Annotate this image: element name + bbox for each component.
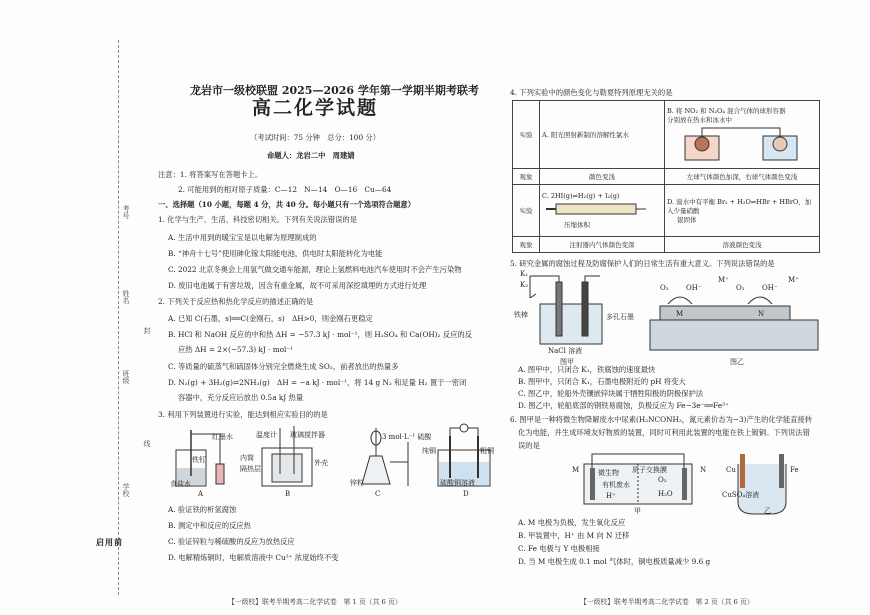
q3-label-sulfuric: 3 mol·L⁻¹ 硫酸 (382, 433, 432, 441)
q6-stem-2: 化为电能，并生成环境友好物质的装置，同时可利用此装置的电能在铁上镀铜。下列说法错 (518, 428, 810, 437)
margin-feng: 封 (143, 327, 151, 334)
q6-option-c: C. Fe 电极与 Y 电极相接 (518, 544, 600, 553)
q4-option-c: C. 2HI(g)⇌H₂(g) + I₂(g) (542, 192, 620, 200)
q5-label-m: M (676, 310, 684, 318)
q4-cell-d (665, 185, 820, 237)
q5-label-nacl: NaCl 溶液 (548, 347, 583, 355)
q3-option-c: C. 验证锌粒与稀硫酸的反应为放热反应 (168, 537, 295, 546)
q3-caption-d: D (463, 490, 469, 498)
q5-figure-jia (530, 276, 602, 344)
q2-option-b: B. HCl 和 NaOH 反应的中和热 ΔH = −57.3 kJ · mol⁻¹，则 H₂SO₄ 和 Ca(OH)₂ 反应的反 (168, 330, 472, 339)
exam-title: 高二化学试题 (252, 97, 379, 119)
exam-info: （考试时间：75 分钟 总分：100 分） (250, 133, 381, 142)
q4-row1-label: 实验 (513, 101, 540, 169)
q5-label-tiebang: 铁棒 (514, 311, 528, 319)
q6-label-cu: Cu (726, 466, 736, 474)
q6-option-b: B. 甲装置中，H⁺ 由 M 向 N 迁移 (518, 531, 630, 540)
q3-stem: 3. 利用下列装置进行实验，能达到相应实验目的的是 (158, 410, 328, 419)
q5-caption-yi: 图乙 (730, 358, 744, 366)
q3-label-cuso4: 硫酸铜溶液 (440, 479, 475, 487)
q1-option-d: D. 废旧电池属于有害垃圾，因含有重金属，故不可采用深挖填埋的方式进行处理 (168, 281, 427, 290)
q6-label-youji: 有机废水 (602, 481, 630, 489)
q5-label-duokong: 多孔石墨 (606, 313, 634, 321)
q4-row3-label: 实验 (513, 185, 540, 237)
q6-label-weishengwu: 微生物 (598, 469, 619, 477)
q2-option-c: C. 等质量的硫蒸气和硫固体分别完全燃烧生成 SO₂，前者放出的热量多 (168, 362, 399, 371)
sealing-line (118, 40, 119, 595)
q4-option-d: D. 溴水中有平衡 Br₂ + H₂O⇌HBr + HBrO，加入少量硝酸 (667, 198, 812, 215)
q5-label-k2: K₂ (520, 281, 529, 289)
q3-label-wendu: 温度计 (256, 431, 277, 439)
q6-label-h2o: H₂O (658, 490, 673, 498)
q2-option-a: A. 已知 C(石墨，s)══C(金刚石，s) ΔH>0，则金刚石更稳定 (168, 314, 373, 323)
stamp-text: 启用前 (96, 537, 123, 547)
q3-label-hongmoshui: 红墨水 (212, 433, 233, 441)
exam-author: 命题人：龙岩二中 周建婧 (267, 151, 355, 160)
section-1-title: 一、选择题（10 小题，每题 4 分，共 40 分。每小题只有一个选项符合题意） (158, 200, 415, 209)
q3-label-cutong: 纯铜 (422, 447, 436, 455)
q5-option-d: D. 图乙中，轮船底部的钢铁易腐蚀，负极反应为 Fe−3e⁻══Fe³⁺ (518, 401, 729, 410)
q4-b-figure (667, 124, 817, 162)
q4-c-compress: 压缩体积 (564, 221, 590, 229)
q6-option-a: A. M 电极为负极，发生氧化反应 (518, 518, 626, 527)
q5-label-mplus-right: M⁺ (788, 276, 799, 284)
q3-label-neitong: 内筒 (240, 454, 254, 462)
q6-label-n: N (700, 466, 707, 474)
q3-option-d: D. 电解精炼铜时，电解质溶液中 Cu²⁺ 浓度始终不变 (168, 553, 339, 562)
q4-c-obs: 注射器内气体颜色变深 (540, 237, 665, 253)
q2-option-d: D. N₂(g) + 3H₂(g)⇌2NH₃(g) ΔH = −a kJ · mol⁻¹，将 14 g N₂ 和足量 H₂ 置于一密闭 (168, 378, 467, 387)
q4-cell-b (665, 101, 820, 169)
q4-option-b: B. 将 NO₂ 和 N₂O₄ 混合气体的球形容器 (667, 106, 786, 115)
q4-a-obs: 颜色变浅 (540, 169, 665, 185)
q3-label-geire: 隔热层 (240, 465, 261, 473)
q5-option-a: A. 图甲中，只闭合 K₁，铁腐蚀的速度最快 (518, 365, 656, 374)
q4-b-obs: 左球气体颜色加深，右球气体颜色变浅 (665, 169, 820, 185)
q6-caption-yi: 乙 (764, 507, 771, 515)
q5-figure-yi (650, 297, 818, 350)
page-1-footer: 【一级校】联考半期考高二化学试卷 第 1 页（共 6 页） (228, 598, 402, 606)
q4-option-a: A. 阳光照射新制的溶解性氯水 (542, 131, 629, 139)
q5-label-o2-right: O₂ (736, 284, 745, 292)
q6-label-zhizi: 质子交换膜 (632, 466, 667, 474)
q5-stem: 5. 研究金属的腐蚀过程及防腐保护人们的日常生活有重大意义。下列说法错误的是 (510, 259, 775, 268)
q3-option-a: A. 验证铁的析氢腐蚀 (168, 505, 237, 514)
margin-xian: 线 (143, 440, 151, 447)
q6-stem-3: 误的是 (518, 441, 540, 450)
q1-option-c: C. 2022 北京冬奥会上用氢气做交通车能源，理论上氢燃料电池汽车使用时不会产生污染物 (168, 265, 462, 274)
q6-figure-jia (584, 454, 692, 504)
q6-stem-1: 6. 图甲是一种将微生物降解废水中尿素(H₂NCONH₂，氮元素价态为−3)产生的化学能直接转 (510, 415, 813, 424)
q6-label-cuso4: CuSO₄溶液 (722, 491, 760, 499)
q2-stem: 2. 下列关于反应热和热化学反应的描述正确的是 (158, 297, 314, 306)
margin-kaohao: 考号 (122, 205, 130, 219)
q6-label-o2: O₂ (658, 476, 667, 484)
margin-banji: 班级 (122, 370, 130, 384)
q4-option-d-cont: 银固体 (677, 216, 697, 224)
margin-xingming: 姓名 (122, 290, 130, 304)
q5-caption-jia: 图甲 (560, 358, 574, 366)
q5-option-b: B. 图甲中，只闭合 K₁，石墨电极附近的 pH 将变大 (518, 377, 686, 386)
q6-figure-yi (738, 454, 786, 514)
q5-label-mplus-left: M⁺ (718, 276, 729, 284)
notice-2: 2. 可能用到的相对原子质量：C—12 N—14 O—16 Cu—64 (178, 185, 392, 194)
q4-option-b-cont: 分别放在热水和冰水中 (667, 115, 732, 124)
q3-option-b: B. 测定中和反应的反应热 (168, 521, 251, 530)
q6-caption-jia: 甲 (634, 507, 641, 515)
q4-row2-label: 观象 (513, 169, 540, 185)
q5-label-k1: K₁ (520, 270, 529, 278)
q4-table (512, 100, 820, 253)
q1-option-a: A. 生活中用到的暖宝宝是以电解为原理制成的 (168, 233, 317, 242)
q4-cell-c (540, 185, 665, 237)
q4-c-figure (542, 200, 652, 218)
page-2-footer: 【一级校】联考半期考高二化学试卷 第 2 页（共 6 页） (580, 598, 754, 606)
q4-row4-label: 观象 (513, 237, 540, 253)
q4-cell-a (540, 101, 665, 169)
q5-label-n: N (758, 310, 765, 318)
q6-option-d: D. 当 M 电极生成 0.1 mol 气体时，铜电极质量减少 9.6 g (518, 557, 711, 566)
q1-stem: 1. 化学与生产、生活、科技密切相关。下列有关说法错误的是 (158, 215, 357, 224)
q6-label-fe: Fe (790, 466, 799, 474)
q3-label-boli: 玻璃搅拌器 (290, 431, 325, 439)
q6-label-hplus: H⁺ (606, 492, 616, 500)
notice-1: 注意：1. 将答案写在答题卡上。 (158, 170, 263, 179)
margin-xuexiao: 学校 (122, 483, 130, 497)
q3-label-xinli: 锌粒 (350, 479, 364, 487)
q3-caption-a: A (198, 490, 204, 498)
q2-option-b-cont: 应热 ΔH = 2×(−57.3) kJ · mol⁻¹ (178, 345, 294, 354)
q3-label-shiyanshui: 食盐水 (170, 480, 191, 488)
q3-label-waike: 外壳 (314, 459, 328, 467)
q2-option-d-cont: 容器中，充分反应后放出 0.5a kJ 热量 (178, 393, 304, 402)
q3-label-cutong2: 粗铜 (480, 447, 494, 455)
q1-option-b: B. “神舟十七号”使用砷化镓太阳能电池，供电时太阳能转化为电能 (168, 249, 383, 258)
q3-label-tieding: 铁钉 (192, 456, 206, 464)
q6-label-m: M (572, 466, 580, 474)
q4-stem: 4. 下列实验中的颜色变化与勒夏特列原理无关的是 (510, 88, 673, 97)
q5-label-o2-left: O₂ (660, 284, 669, 292)
q4-d-obs: 溶液颜色变浅 (665, 237, 820, 253)
q5-label-oh-right: OH⁻ (762, 284, 778, 292)
q3-caption-c: C (375, 490, 381, 498)
q3-caption-b: B (285, 490, 291, 498)
q5-option-c: C. 图乙中，轮船外壳镶嵌锌块属于牺牲阳极的阴极保护法 (518, 389, 704, 398)
exam-header: 龙岩市一级校联盟 2025—2026 学年第一学期半期考联考 (190, 84, 479, 97)
q5-label-oh: OH⁻ (686, 284, 702, 292)
